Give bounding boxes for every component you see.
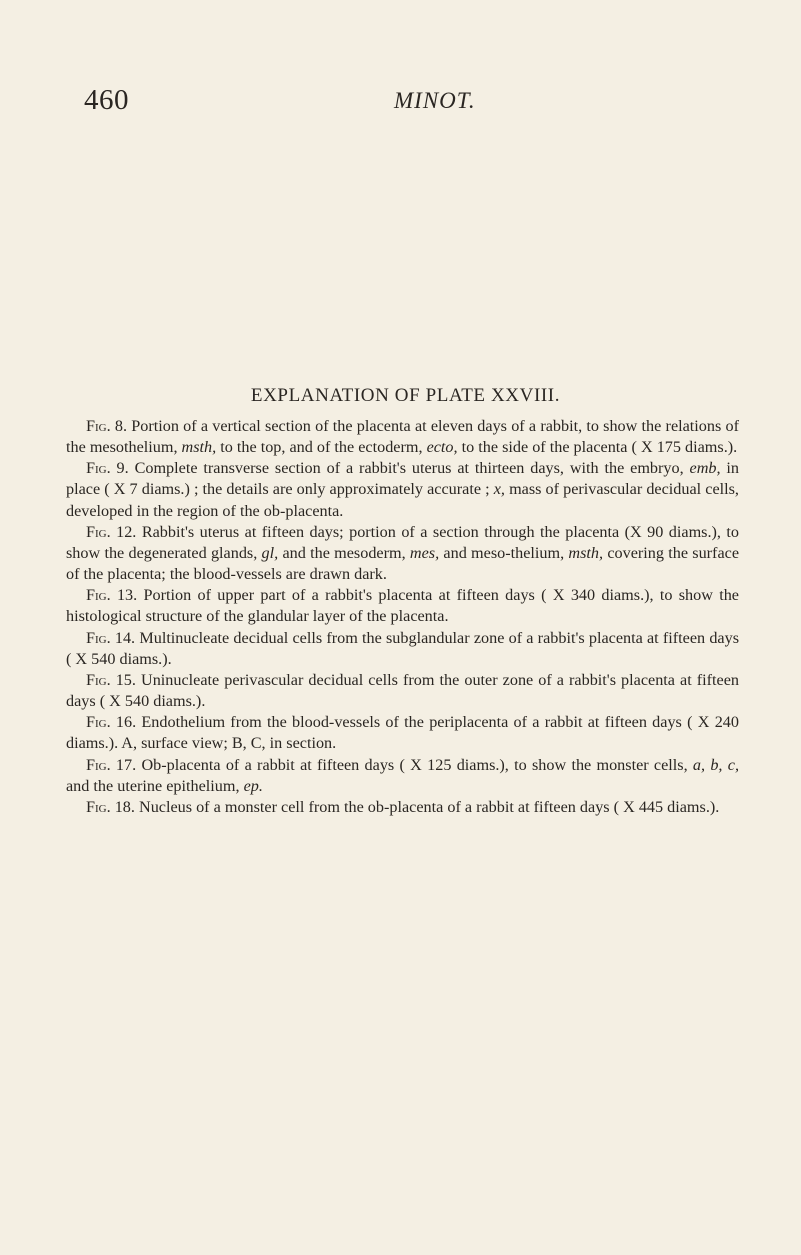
figure-entry	[66, 628, 739, 670]
figure-description: Multinucleate decidual cells from the subglandular zone of a rabbit's placenta at fifteen days ( X 540 diams.).	[66, 628, 740, 668]
figure-label: Fig. 9.	[86, 459, 129, 478]
figure-entry	[66, 416, 739, 458]
figure-description: Ob-placenta of a rabbit at fifteen days ( X 125 diams.), to show the monster cells, a, b, c, and the uterine epithelium, ep.	[66, 755, 739, 795]
figure-label: Fig. 17.	[86, 755, 137, 774]
figure-description: Rabbit's uterus at fifteen days; portion of a section through the placenta (X 90 diams.), to show the degenerated glands, gl, and the mesoderm, mes, and meso-thelium, msth, covering the surface of the placenta; the blood-vessels are drawn dark.	[66, 522, 740, 584]
figure-description: Endothelium from the blood-vessels of the periplacenta of a rabbit at fifteen days ( X 240 diams.). A, surface view; B, C, in section.	[66, 713, 739, 753]
figure-label: Fig. 12.	[86, 522, 137, 541]
figure-label: Fig. 16.	[86, 713, 137, 732]
page-header	[0, 84, 801, 124]
figure-label: Fig. 14.	[86, 628, 136, 647]
figure-entry	[66, 585, 739, 627]
figure-description: Nucleus of a monster cell from the ob-placenta of a rabbit at fifteen days ( X 445 diams.).	[139, 797, 720, 816]
figure-description: Portion of a vertical section of the placenta at eleven days of a rabbit, to show the relations of the mesothelium, msth, to the top, and of the ectoderm, ecto, to the side of the placenta ( X 175 diams.).	[66, 417, 739, 457]
figure-description: Portion of upper part of a rabbit's placenta at fifteen days ( X 340 diams.), to show the histological structure of the glandular layer of the placenta.	[66, 586, 739, 626]
figure-label: Fig. 8.	[86, 417, 128, 435]
figure-entry	[66, 458, 739, 521]
figure-entry	[66, 522, 739, 585]
figure-entry	[66, 712, 739, 754]
figure-description: Complete transverse section of a rabbit's uterus at thirteen days, with the embryo, emb, in place ( X 7 diams.) ; the details are only approximately accurate ; x, mass of perivascular decidual cells, developed in the region of the ob-placenta.	[66, 459, 740, 520]
figure-description: Uninucleate perivascular decidual cells from the outer zone of a rabbit's placenta at fifteen days ( X 540 diams.).	[66, 670, 740, 711]
plate-explanation	[66, 385, 739, 818]
figure-entry	[66, 797, 739, 818]
figure-label: Fig. 18.	[86, 797, 135, 816]
section-title: EXPLANATION OF PLATE XXVIII.	[250, 385, 561, 406]
figure-label: Fig. 15.	[86, 670, 136, 689]
figure-label: Fig. 13.	[86, 586, 138, 605]
paper-speck	[700, 1000, 701, 1012]
figure-entry	[66, 755, 739, 797]
page-number: 460	[84, 84, 129, 116]
running-head: MINOT.	[394, 88, 476, 113]
figure-entry	[66, 670, 739, 712]
figure-list	[66, 416, 739, 818]
